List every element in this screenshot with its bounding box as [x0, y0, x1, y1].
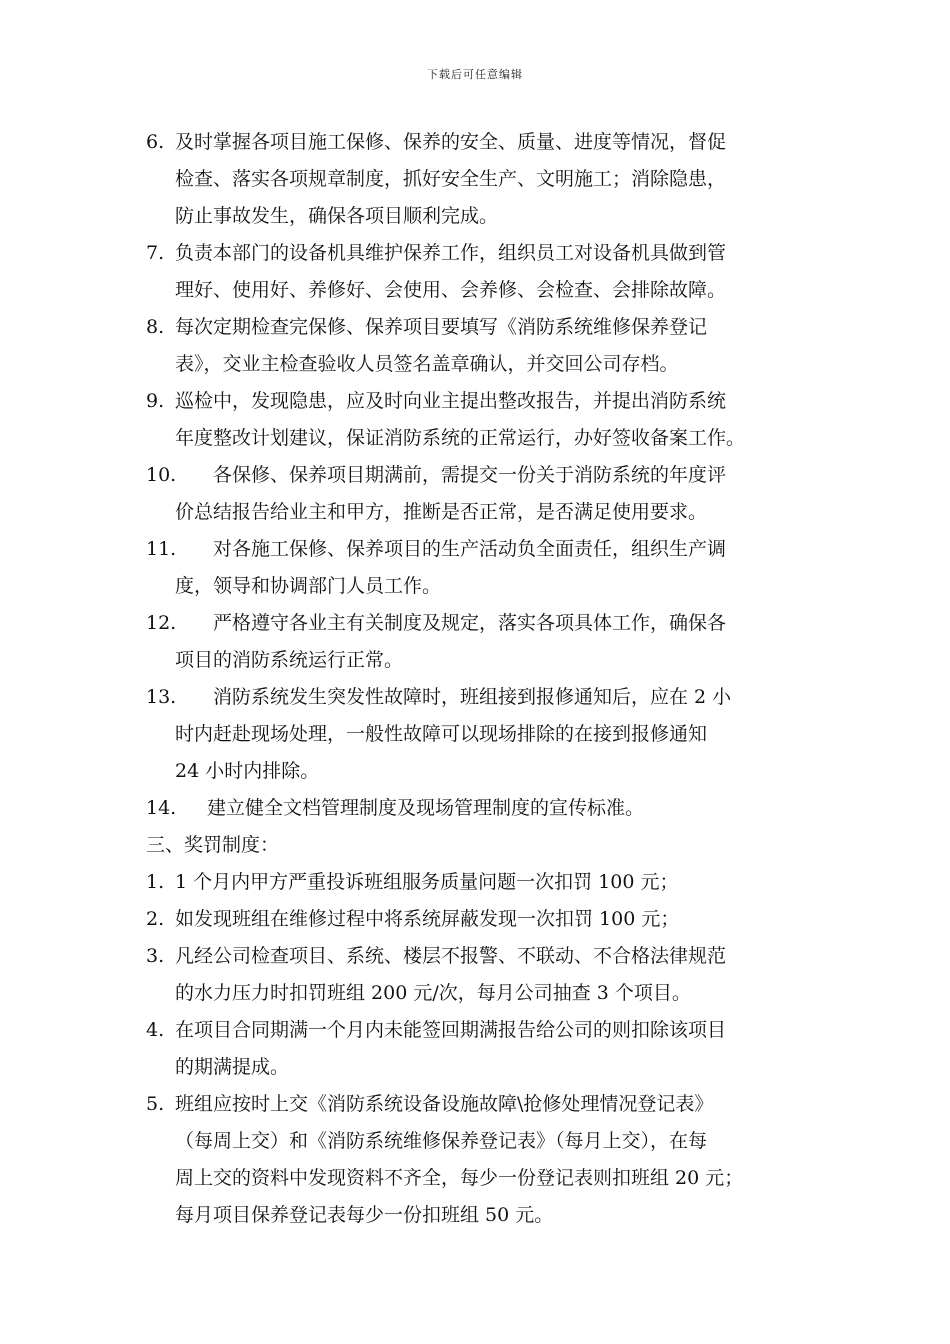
text-line: 及时掌握各项目施工保修、保养的安全、质量、进度等情况，督促 — [175, 131, 727, 153]
duty-item-13 — [146, 679, 846, 790]
rule-item-5 — [146, 1086, 846, 1234]
text-line: 每月项目保养登记表每少一份扣班组 50 元。 — [175, 1204, 554, 1226]
rule-item-3 — [146, 938, 846, 1012]
list-number: 14. — [146, 797, 177, 819]
text-line: 巡检中，发现隐患，应及时向业主提出整改报告，并提出消防系统 — [175, 390, 727, 412]
list-number: 13. — [146, 686, 177, 708]
list-number: 1. — [146, 871, 165, 893]
text-line: 24 小时内排除。 — [175, 760, 320, 782]
text-segment: 严格遵守各业主有关制度及规定，落实各项具体工作，确保各 — [213, 612, 727, 634]
list-number: 8. — [146, 316, 165, 338]
text-segment: 对各施工保修、保养项目的生产活动负全面责任，组织生产调 — [213, 538, 727, 560]
text-line: 班组应按时上交《消防系统设备设施故障\抢修处理情况登记表》 — [175, 1093, 714, 1115]
text-line: 检查、落实各项规章制度，抓好安全生产、文明施工；消除隐患， — [175, 168, 727, 190]
text-segment: 各保修、保养项目期满前，需提交一份关于消防系统的年度评 — [213, 464, 727, 486]
duty-item-6 — [146, 124, 846, 235]
list-number: 4. — [146, 1019, 165, 1041]
list-number: 7. — [146, 242, 165, 264]
duty-item-7 — [146, 235, 846, 309]
rule-item-1 — [146, 864, 846, 901]
list-number: 3. — [146, 945, 165, 967]
text-line-first — [146, 457, 846, 494]
rule-item-4 — [146, 1012, 846, 1086]
page-header: 下载后可任意编辑 — [427, 68, 523, 81]
text-line-first — [146, 790, 846, 827]
text-line: （每周上交）和《消防系统维修保养登记表》（每月上交），在每 — [175, 1130, 708, 1152]
section-title-rewards-penalties: 三、奖罚制度： — [146, 834, 280, 856]
text-line: 价总结报告给业主和甲方，推断是否正常，是否满足使用要求。 — [175, 501, 708, 523]
text-line: 年度整改计划建议，保证消防系统的正常运行，办好签收备案工作。 — [175, 427, 746, 449]
text-line-first — [146, 531, 846, 568]
text-line: 的期满提成。 — [175, 1056, 290, 1078]
text-line: 如发现班组在维修过程中将系统屏蔽发现一次扣罚 100 元； — [175, 908, 680, 930]
list-number: 11. — [146, 538, 177, 560]
duty-item-14 — [146, 790, 846, 827]
text-line: 表》，交业主检查验收人员签名盖章确认，并交回公司存档。 — [175, 353, 679, 375]
text-line: 时内赶赴现场处理，一般性故障可以现场排除的在接到报修通知 — [175, 723, 708, 745]
list-number: 9. — [146, 390, 165, 412]
text-segment: 建立健全文档管理制度及现场管理制度的宣传标准。 — [207, 797, 645, 819]
list-number: 2. — [146, 908, 165, 930]
text-line: 在项目合同期满一个月内未能签回期满报告给公司的则扣除该项目 — [175, 1019, 727, 1041]
text-line: 每次定期检查完保修、保养项目要填写《消防系统维修保养登记 — [175, 316, 708, 338]
duty-item-9 — [146, 383, 846, 457]
list-number: 5. — [146, 1093, 165, 1115]
duty-item-12 — [146, 605, 846, 679]
list-number: 12. — [146, 612, 177, 634]
text-line-first — [146, 679, 846, 716]
text-segment: 消防系统发生突发性故障时，班组接到报修通知后，应在 2 小 — [213, 686, 732, 708]
text-line: 凡经公司检查项目、系统、楼层不报警、不联动、不合格法律规范 — [175, 945, 727, 967]
text-line: 项目的消防系统运行正常。 — [175, 649, 404, 671]
text-line: 防止事故发生，确保各项目顺利完成。 — [175, 205, 499, 227]
document-body — [146, 124, 846, 1234]
rule-item-2 — [146, 901, 846, 938]
list-number: 10. — [146, 464, 177, 486]
list-number: 6. — [146, 131, 165, 153]
text-line: 的水力压力时扣罚班组 200 元/次，每月公司抽查 3 个项目。 — [175, 982, 691, 1004]
text-line: 负责本部门的设备机具维护保养工作，组织员工对设备机具做到管 — [175, 242, 727, 264]
text-line-first — [146, 605, 846, 642]
text-line: 度，领导和协调部门人员工作。 — [175, 575, 442, 597]
text-line: 1 个月内甲方严重投诉班组服务质量问题一次扣罚 100 元； — [175, 871, 679, 893]
duty-item-11 — [146, 531, 846, 605]
duty-item-8 — [146, 309, 846, 383]
text-line: 周上交的资料中发现资料不齐全，每少一份登记表则扣班组 20 元； — [175, 1167, 744, 1189]
duty-item-10 — [146, 457, 846, 531]
text-line: 理好、使用好、养修好、会使用、会养修、会检查、会排除故障。 — [175, 279, 727, 301]
